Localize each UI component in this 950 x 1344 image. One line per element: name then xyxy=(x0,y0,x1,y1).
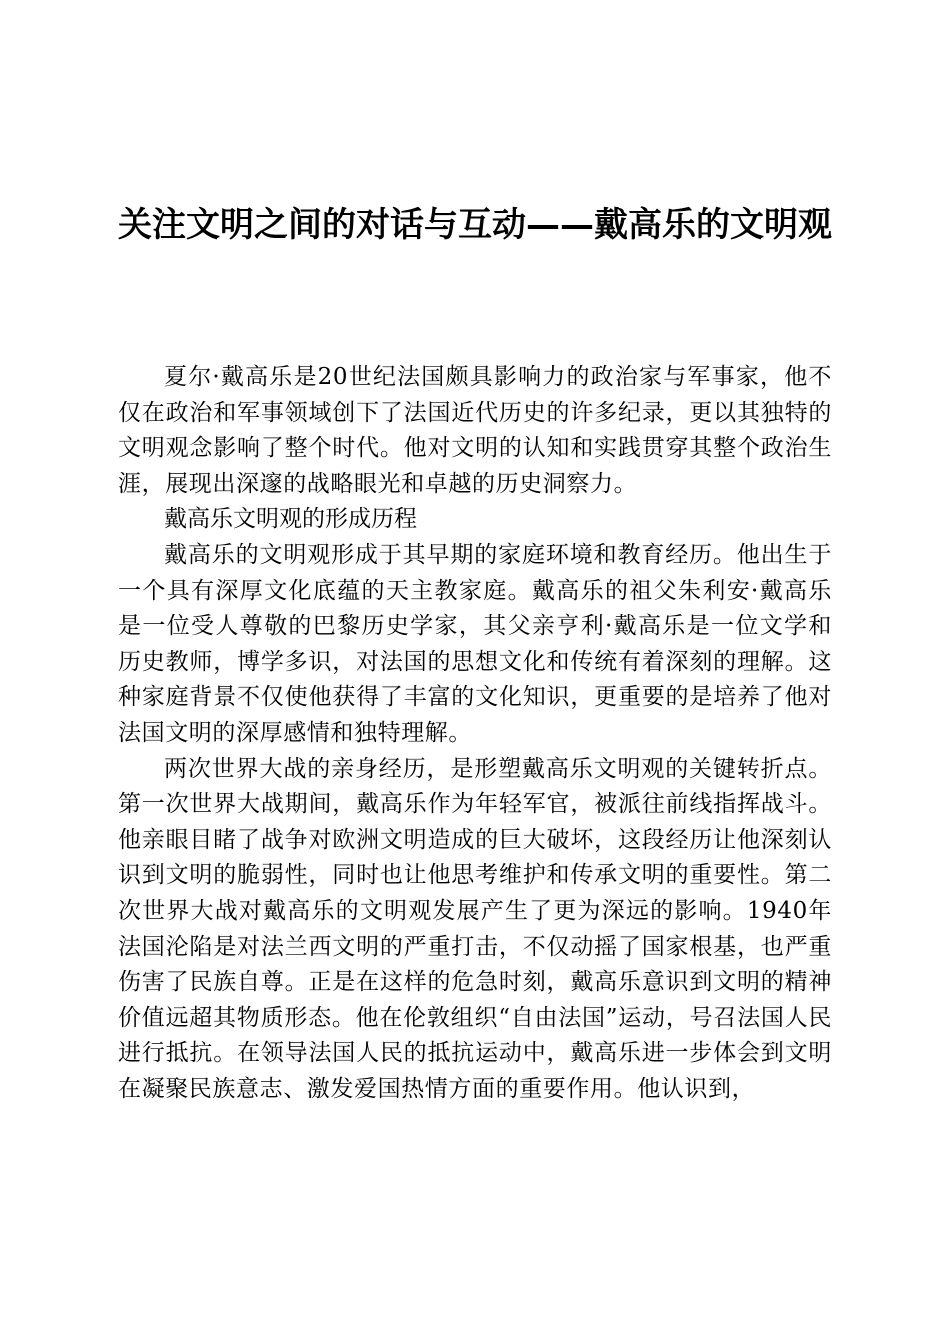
paragraph-family-background: 戴高乐的文明观形成于其早期的家庭环境和教育经历。他出生于一个具有深厚文化底蕴的天主教家庭。戴高乐的祖父朱利安·戴高乐是一位受人尊敬的巴黎历史学家，其父亲亨利·戴高乐是一位文学和历史教师，博学多识，对法国的思想文化和传统有着深刻的理解。这种家庭背景不仅使他获得了丰富的文化知识，更重要的是培养了他对法国文明的深厚感情和独特理解。 xyxy=(118,541,832,746)
paragraph-intro: 夏尔·戴高乐是20世纪法国颇具影响力的政治家与军事家，他不仅在政治和军事领域创下了法国近代历史的许多纪录，更以其独特的文明观念影响了整个时代。他对文明的认知和实践贯穿其整个政治生涯，展现出深邃的战略眼光和卓越的历史洞察力。 xyxy=(118,364,832,497)
document-title: 关注文明之间的对话与互动——戴高乐的文明观 xyxy=(118,205,832,245)
section-heading: 戴高乐文明观的形成历程 xyxy=(164,506,417,533)
document-body xyxy=(118,360,832,1107)
paragraph-world-wars: 两次世界大战的亲身经历，是形塑戴高乐文明观的关键转折点。第一次世界大战期间，戴高乐作为年轻军官，被派往前线指挥战斗。他亲眼目睹了战争对欧洲文明造成的巨大破坏，这段经历让他深刻认识到文明的脆弱性，同时也让他思考维护和传承文明的重要性。第二次世界大战对戴高乐的文明观发展产生了更为深远的影响。1940年法国沦陷是对法兰西文明的严重打击，不仅动摇了国家根基，也严重伤害了民族自尊。正是在这样的危急时刻，戴高乐意识到文明的精神价值远超其物质形态。他在伦敦组织“自由法国”运动，号召法国人民进行抵抗。在领导法国人民的抵抗运动中，戴高乐进一步体会到文明在凝聚民族意志、激发爱国热情方面的重要作用。他认识到， xyxy=(118,755,832,1102)
